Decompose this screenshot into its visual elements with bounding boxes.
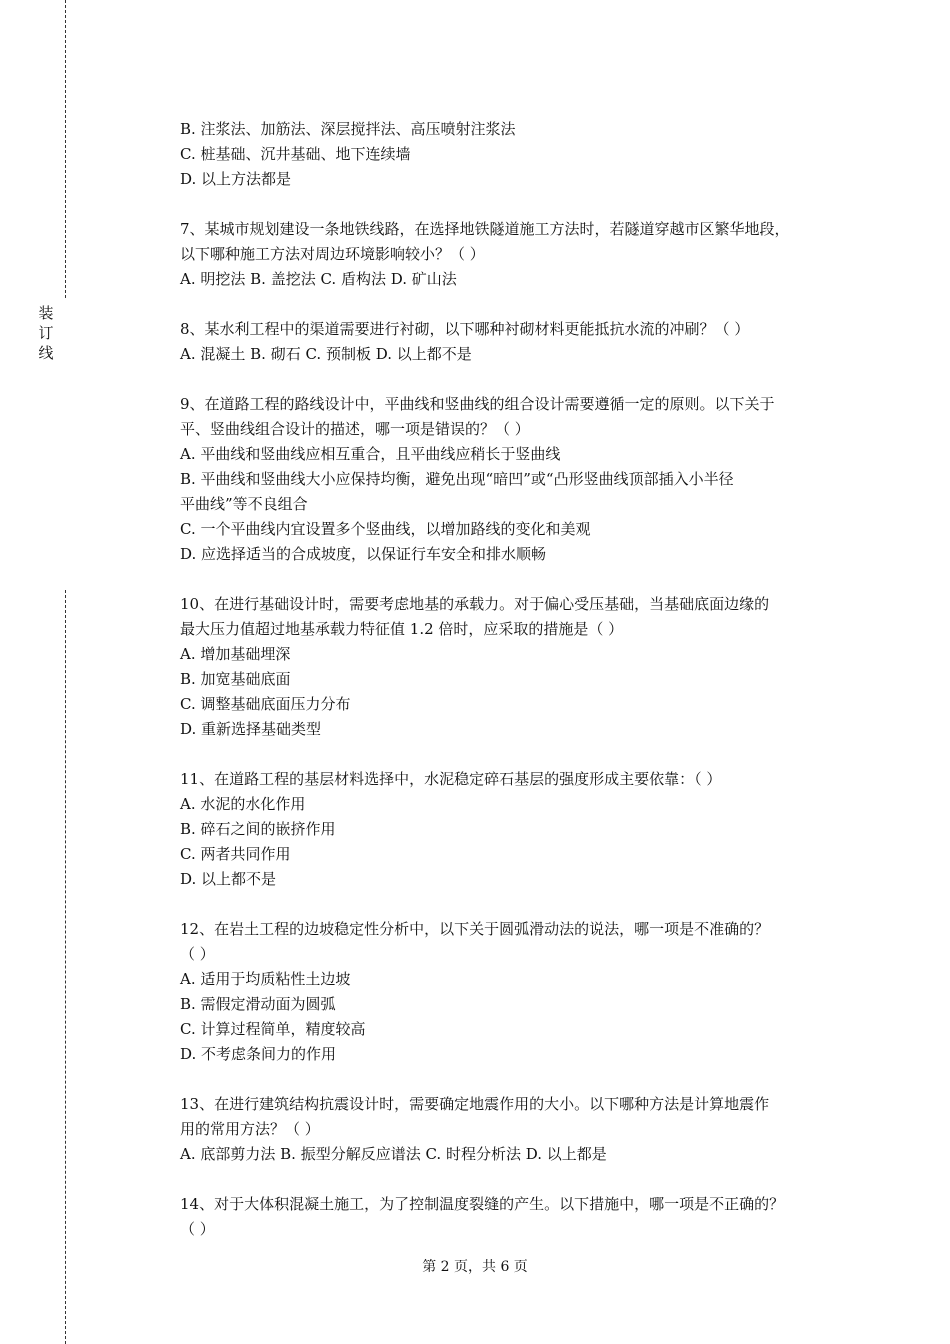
text-line: 12、在岩土工程的边坡稳定性分析中，以下关于圆弧滑动法的说法，哪一项是不准确的？ — [180, 920, 770, 938]
question-block — [180, 1192, 845, 1242]
text-line: 平曲线”等不良组合 — [180, 495, 308, 513]
page-footer: 第 2 页，共 6 页 — [422, 1259, 528, 1275]
text-line: （ ） — [180, 1220, 215, 1238]
block-gap — [180, 292, 845, 317]
text-line: D. 以上都不是 — [180, 870, 277, 888]
block-gap — [180, 367, 845, 392]
binding-line-bottom — [65, 590, 66, 1344]
question-block — [180, 217, 845, 292]
text-line: A. 明挖法 B. 盖挖法 C. 盾构法 D. 矿山法 — [180, 270, 457, 288]
text-line: C. 调整基础底面压力分布 — [180, 695, 351, 713]
text-line: 7、某城市规划建设一条地铁线路，在选择地铁隧道施工方法时，若隧道穿越市区繁华地段， — [180, 220, 790, 238]
text-line: A. 平曲线和竖曲线应相互重合，且平曲线应稍长于竖曲线 — [180, 445, 561, 463]
text-line: D. 以上方法都是 — [180, 170, 292, 188]
text-line: 平、竖曲线组合设计的描述，哪一项是错误的？（ ） — [180, 420, 530, 438]
text-line: C. 计算过程简单，精度较高 — [180, 1020, 366, 1038]
text-line: A. 水泥的水化作用 — [180, 795, 306, 813]
question-block — [180, 1092, 845, 1167]
text-line: C. 一个平曲线内宜设置多个竖曲线，以增加路线的变化和美观 — [180, 520, 591, 538]
binding-label-char: 订 — [38, 324, 54, 342]
block-gap — [180, 1167, 845, 1192]
block-gap — [180, 1067, 845, 1092]
text-line: 11、在道路工程的基层材料选择中，水泥稳定碎石基层的强度形成主要依靠：（ ） — [180, 770, 722, 788]
text-line: A. 增加基础埋深 — [180, 645, 291, 663]
text-line: D. 重新选择基础类型 — [180, 720, 322, 738]
text-line: 14、对于大体积混凝土施工，为了控制温度裂缝的产生。以下措施中，哪一项是不正确的？ — [180, 1195, 785, 1213]
binding-label-char: 线 — [38, 344, 54, 362]
text-line: B. 加宽基础底面 — [180, 670, 291, 688]
question-block — [180, 767, 845, 892]
binding-line-label — [36, 303, 56, 363]
text-line: 8、某水利工程中的渠道需要进行衬砌，以下哪种衬砌材料更能抵抗水流的冲刷？（ ） — [180, 320, 750, 338]
block-gap — [180, 742, 845, 767]
text-line: B. 碎石之间的嵌挤作用 — [180, 820, 336, 838]
binding-line-top — [65, 0, 66, 298]
text-line: 13、在进行建筑结构抗震设计时，需要确定地震作用的大小。以下哪种方法是计算地震作 — [180, 1095, 770, 1113]
text-line: A. 混凝土 B. 砌石 C. 预制板 D. 以上都不是 — [180, 345, 472, 363]
text-line: C. 两者共同作用 — [180, 845, 291, 863]
question-block — [180, 392, 845, 567]
question-block — [180, 117, 845, 192]
question-block — [180, 317, 845, 367]
text-line: 以下哪种施工方法对周边环境影响较小？（ ） — [180, 245, 485, 263]
question-block — [180, 917, 845, 1067]
text-line: 9、在道路工程的路线设计中，平曲线和竖曲线的组合设计需要遵循一定的原则。以下关于 — [180, 395, 775, 413]
text-line: B. 平曲线和竖曲线大小应保持均衡，避免出现“暗凹”或“凸形竖曲线顶部插入小半径 — [180, 470, 734, 488]
block-gap — [180, 892, 845, 917]
binding-label-char: 装 — [38, 304, 54, 322]
text-line: B. 注浆法、加筋法、深层搅拌法、高压喷射注浆法 — [180, 120, 516, 138]
text-line: D. 不考虑条间力的作用 — [180, 1045, 337, 1063]
block-gap — [180, 567, 845, 592]
question-content — [180, 117, 845, 1242]
block-gap — [180, 192, 845, 217]
text-line: C. 桩基础、沉井基础、地下连续墙 — [180, 145, 411, 163]
text-line: 最大压力值超过地基承载力特征值 1.2 倍时，应采取的措施是（ ） — [180, 620, 624, 638]
text-line: 10、在进行基础设计时，需要考虑地基的承载力。对于偏心受压基础，当基础底面边缘的 — [180, 595, 770, 613]
question-block — [180, 592, 845, 742]
text-line: （ ） — [180, 945, 215, 963]
text-line: A. 底部剪力法 B. 振型分解反应谱法 C. 时程分析法 D. 以上都是 — [180, 1145, 607, 1163]
text-line: D. 应选择适当的合成坡度，以保证行车安全和排水顺畅 — [180, 545, 547, 563]
text-line: 用的常用方法？（ ） — [180, 1120, 320, 1138]
text-line: A. 适用于均质粘性土边坡 — [180, 970, 351, 988]
text-line: B. 需假定滑动面为圆弧 — [180, 995, 336, 1013]
